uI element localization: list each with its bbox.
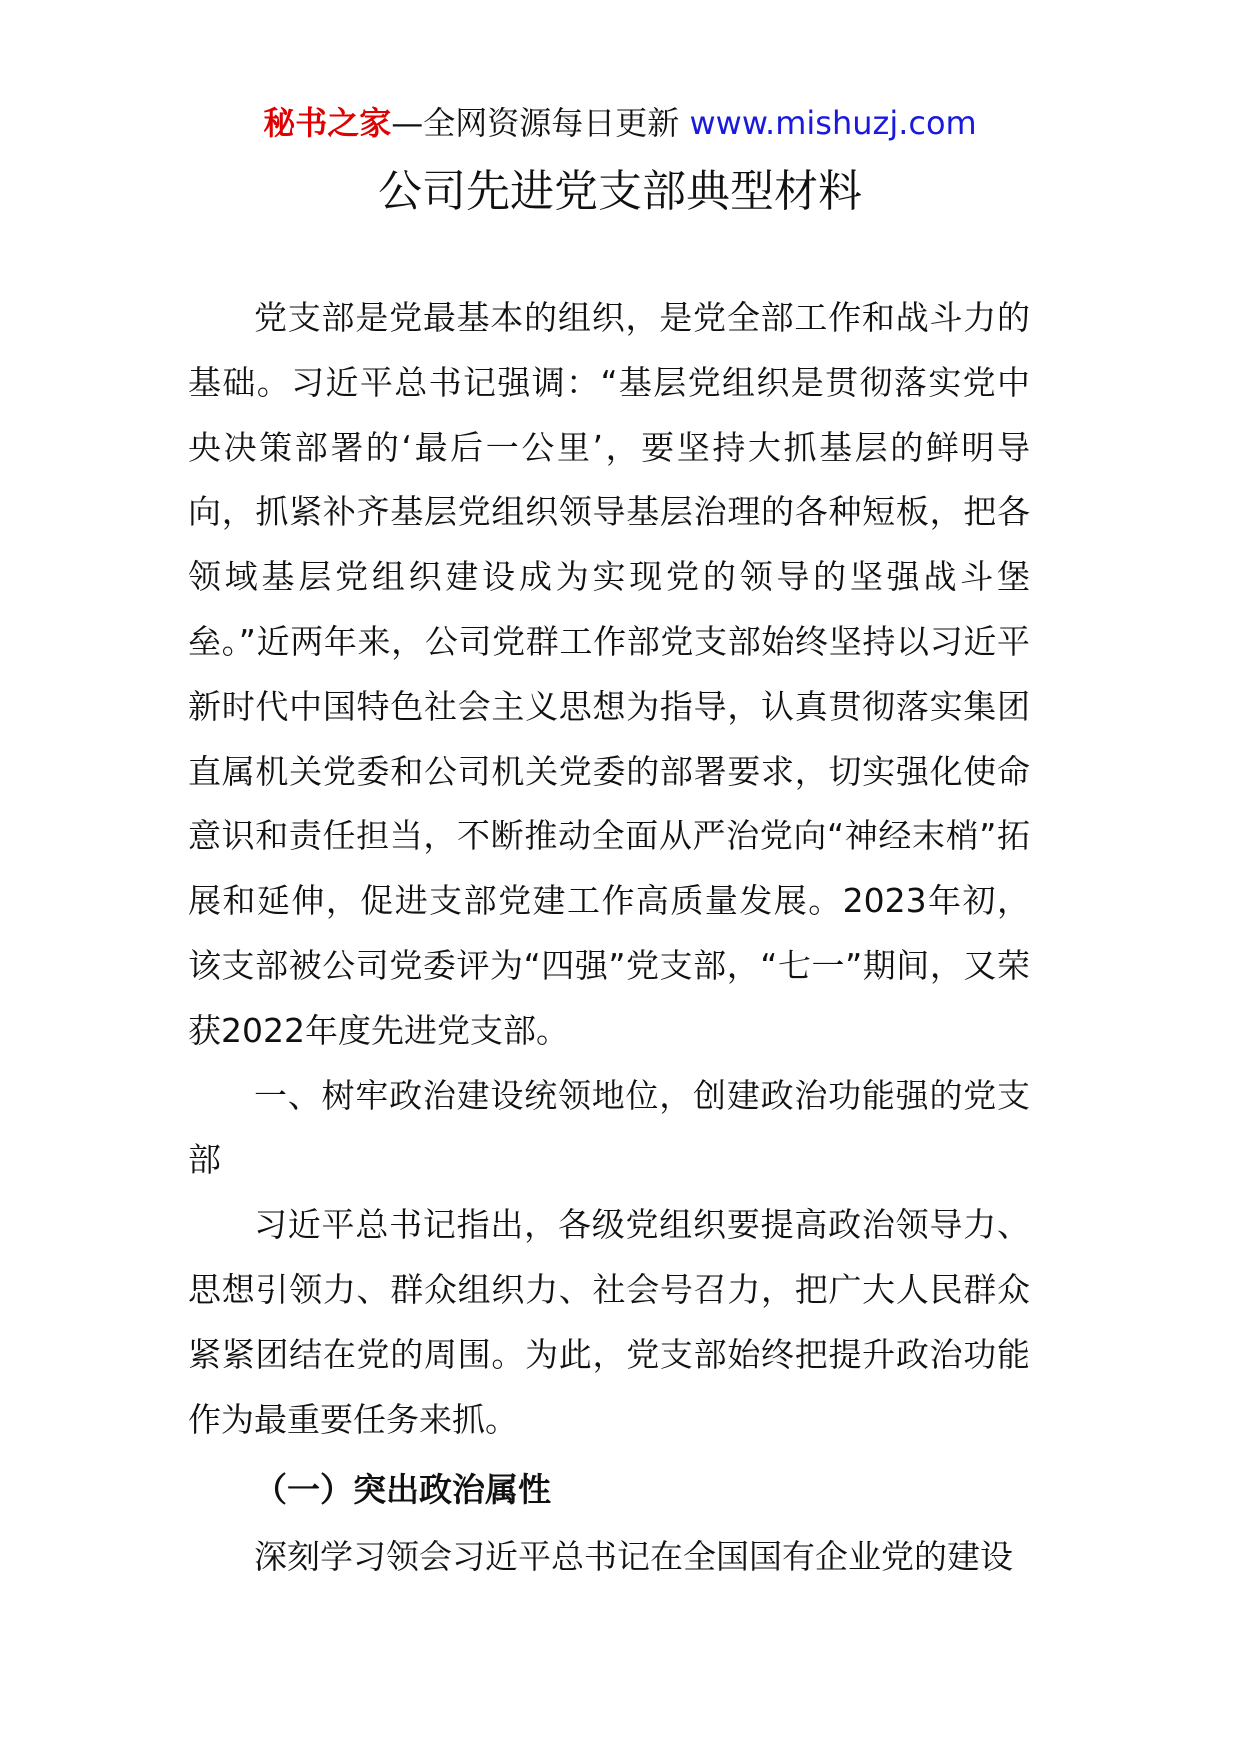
site-header [0,98,1240,148]
paragraph-intro: 党支部是党最基本的组织，是党全部工作和战斗力的基础。习近平总书记强调：“基层党组织是贯彻落实党中央决策部署的‘最后一公里’，要坚持大抓基层的鲜明导向，抓紧补齐基层党组织领导基层治理的各种短板，把各领域基层党组织建设成为实现党的领导的坚强战斗堡垒。”近两年来，公司党群工作部党支部始终坚持以习近平新时代中国特色社会主义思想为指导，认真贯彻落实集团直属机关党委和公司机关党委的部署要求，切实强化使命意识和责任担当，不断推动全面从严治党向“神经末梢”拓展和延伸，促进支部党建工作高质量发展。2023年初，该支部被公司党委评为“四强”党支部，“七一”期间，又荣获2022年度先进党支部。 [188,298,1030,1050]
paragraph-section-1: 习近平总书记指出，各级党组织要提高政治领导力、思想引领力、群众组织力、社会号召力，把广大人民群众紧紧团结在党的周围。为此，党支部始终把提升政治功能作为最重要任务来抓。 [188,1205,1030,1439]
document-title: 公司先进党支部典型材料 [378,166,862,217]
section-heading-1: 一、树牢政治建设统领地位，创建政治功能强的党支部 [188,1075,1030,1180]
site-url-link[interactable]: www.mishuzj.com [689,104,977,142]
brand-name: 秘书之家 [263,104,392,142]
paragraph-subsection-1: 深刻学习领会习近平总书记在全国国有企业党的建设 [254,1537,1013,1577]
site-slogan: —全网资源每日更新 [391,104,680,142]
document-body [188,286,1030,1590]
subsection-heading-1: （一）突出政治属性 [254,1470,551,1510]
